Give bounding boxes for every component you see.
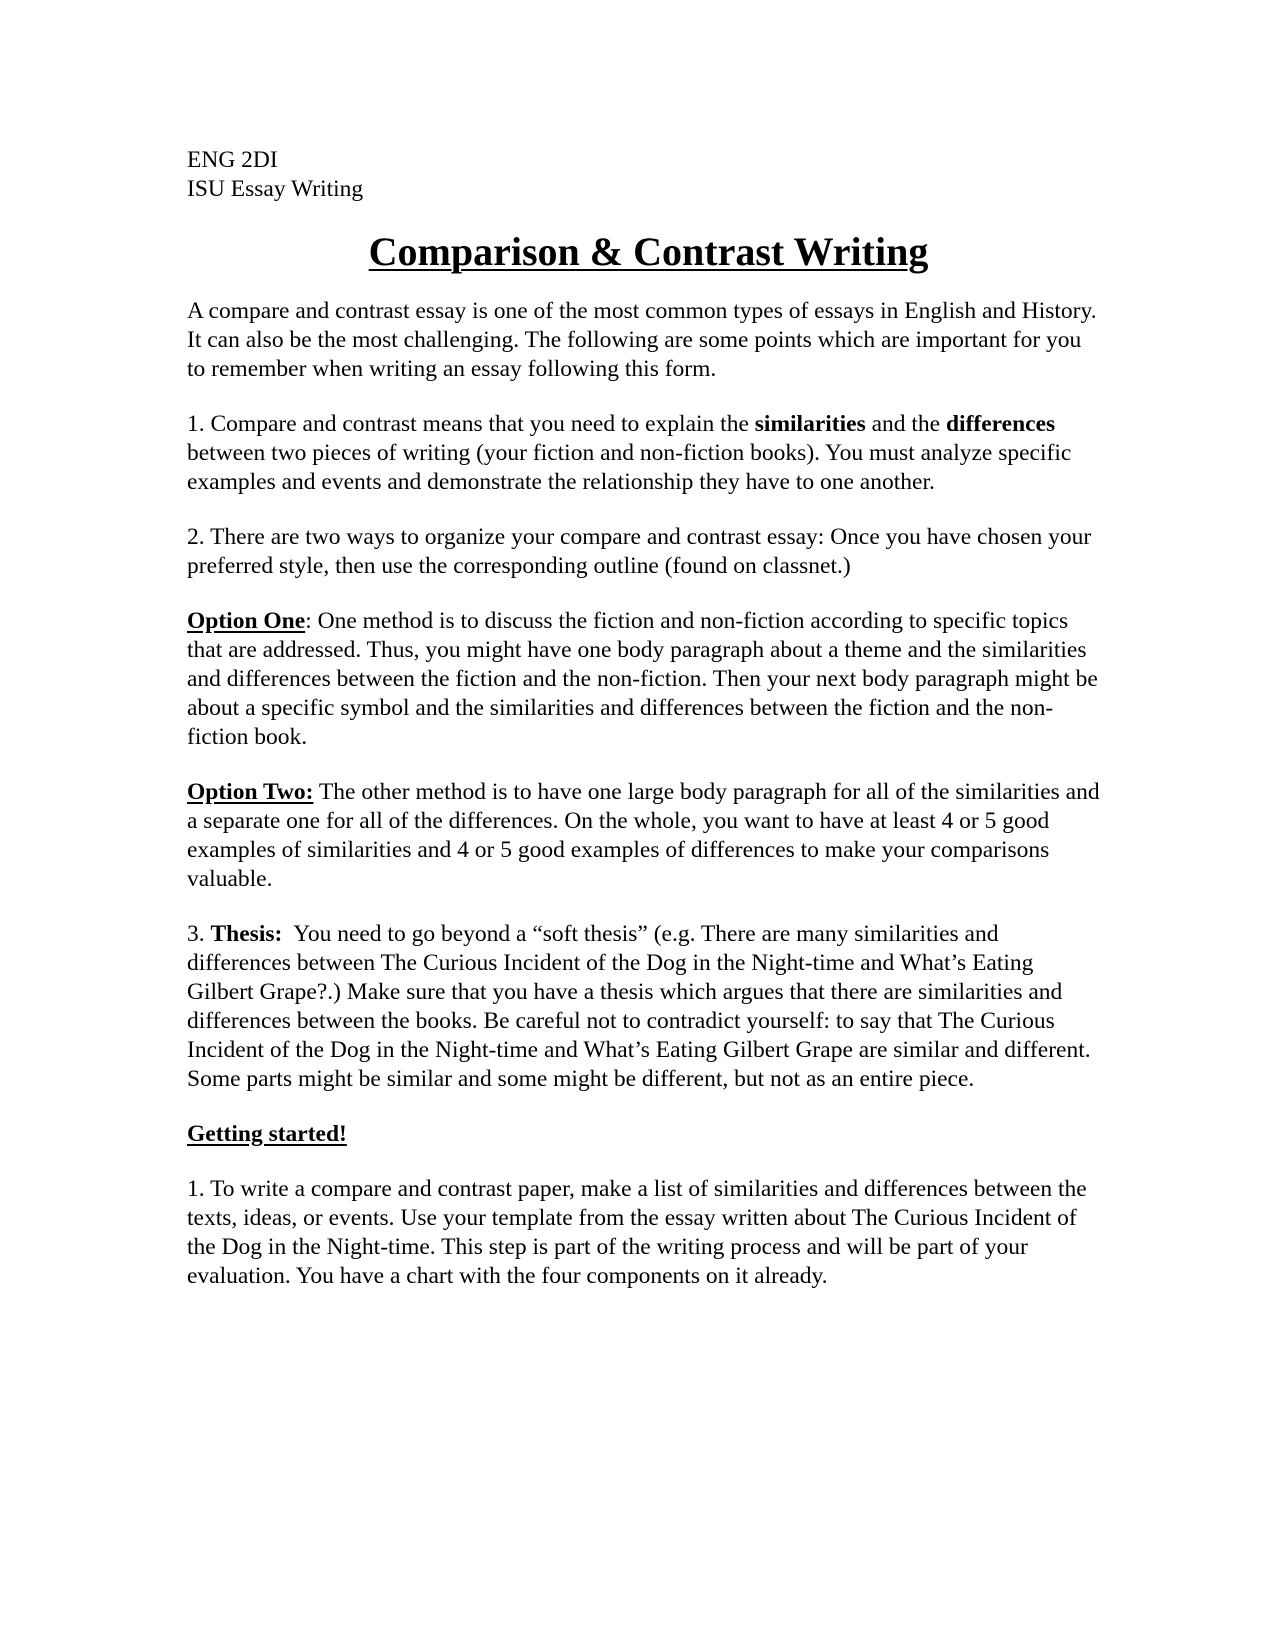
option-two-label: Option Two:: [187, 779, 314, 805]
getting-started-step-1: 1. To write a compare and contrast paper, make a list of similarities and differences between the texts, ideas, or events. Use your template from the essay written about The Curious Incident of the Dog in the Night-time. This step is part of the writing process and will be part of your evaluation. You have a chart with the four components on it already.: [187, 1176, 1087, 1289]
point-1-lead: 1. Compare and contrast means that you need to explain the: [187, 411, 755, 437]
point-1-and-the: and the: [865, 411, 946, 437]
point-2-paragraph: 2. There are two ways to organize your compare and contrast essay: Once you have chosen your preferred style, then use the corresponding outline (found on classnet.): [187, 524, 1092, 579]
getting-started-heading: Getting started!: [187, 1121, 347, 1147]
similarities-term: similarities: [754, 411, 866, 437]
page-title: Comparison & Contrast Writing: [368, 229, 929, 274]
intro-paragraph: A compare and contrast essay is one of the most common types of essays in English and History. It can also be the most challenging. The following are some points which are important for you to remember when writing an essay following this form.: [187, 298, 1097, 382]
point-1-rest: between two pieces of writing (your fiction and non-fiction books). You must analyze specific examples and events and demonstrate the relationship they have to one another.: [187, 440, 1072, 495]
point-3-text: You need to go beyond a “soft thesis” (e.g. There are many similarities and differences between The Curious Incident of the Dog in the Night-time and What’s Eating Gilbert Grape?.) Make sure that you have a thesis which argues that there are similarities and differences between the books. Be careful not to contradict yourself: to say that The Curious Incident of the Dog in the Night-time and What’s Eating Gilbert Grape are similar and different. Some parts might be similar and some might be different, but not as an entire piece.: [187, 921, 1097, 1092]
point-1-paragraph: [187, 410, 1102, 497]
point-3-paragraph: [187, 920, 1102, 1094]
option-one-text: : One method is to discuss the fiction and non-fiction according to specific topics that are addressed. Thus, you might have one body paragraph about a theme and the similarities and differences between the fiction and the non-fiction. Then your next body paragraph might be about a specific symbol and the similarities and differences between the fiction and the non-fiction book.: [187, 608, 1098, 750]
option-two-text: The other method is to have one large body paragraph for all of the similarities and a separate one for all of the differences. On the whole, you want to have at least 4 or 5 good examples of similarities and 4 or 5 good examples of differences to make your comparisons valuable.: [187, 779, 1100, 892]
differences-term: differences: [945, 411, 1056, 437]
page-content: [187, 146, 1102, 1291]
course-code: ENG 2DI: [187, 147, 278, 173]
thesis-label: Thesis:: [210, 921, 283, 947]
point-3-number: 3.: [187, 921, 211, 947]
option-two-paragraph: [187, 778, 1102, 894]
option-one-paragraph: [187, 607, 1102, 752]
option-one-label: Option One: [187, 608, 306, 634]
assignment-name: ISU Essay Writing: [187, 176, 364, 202]
